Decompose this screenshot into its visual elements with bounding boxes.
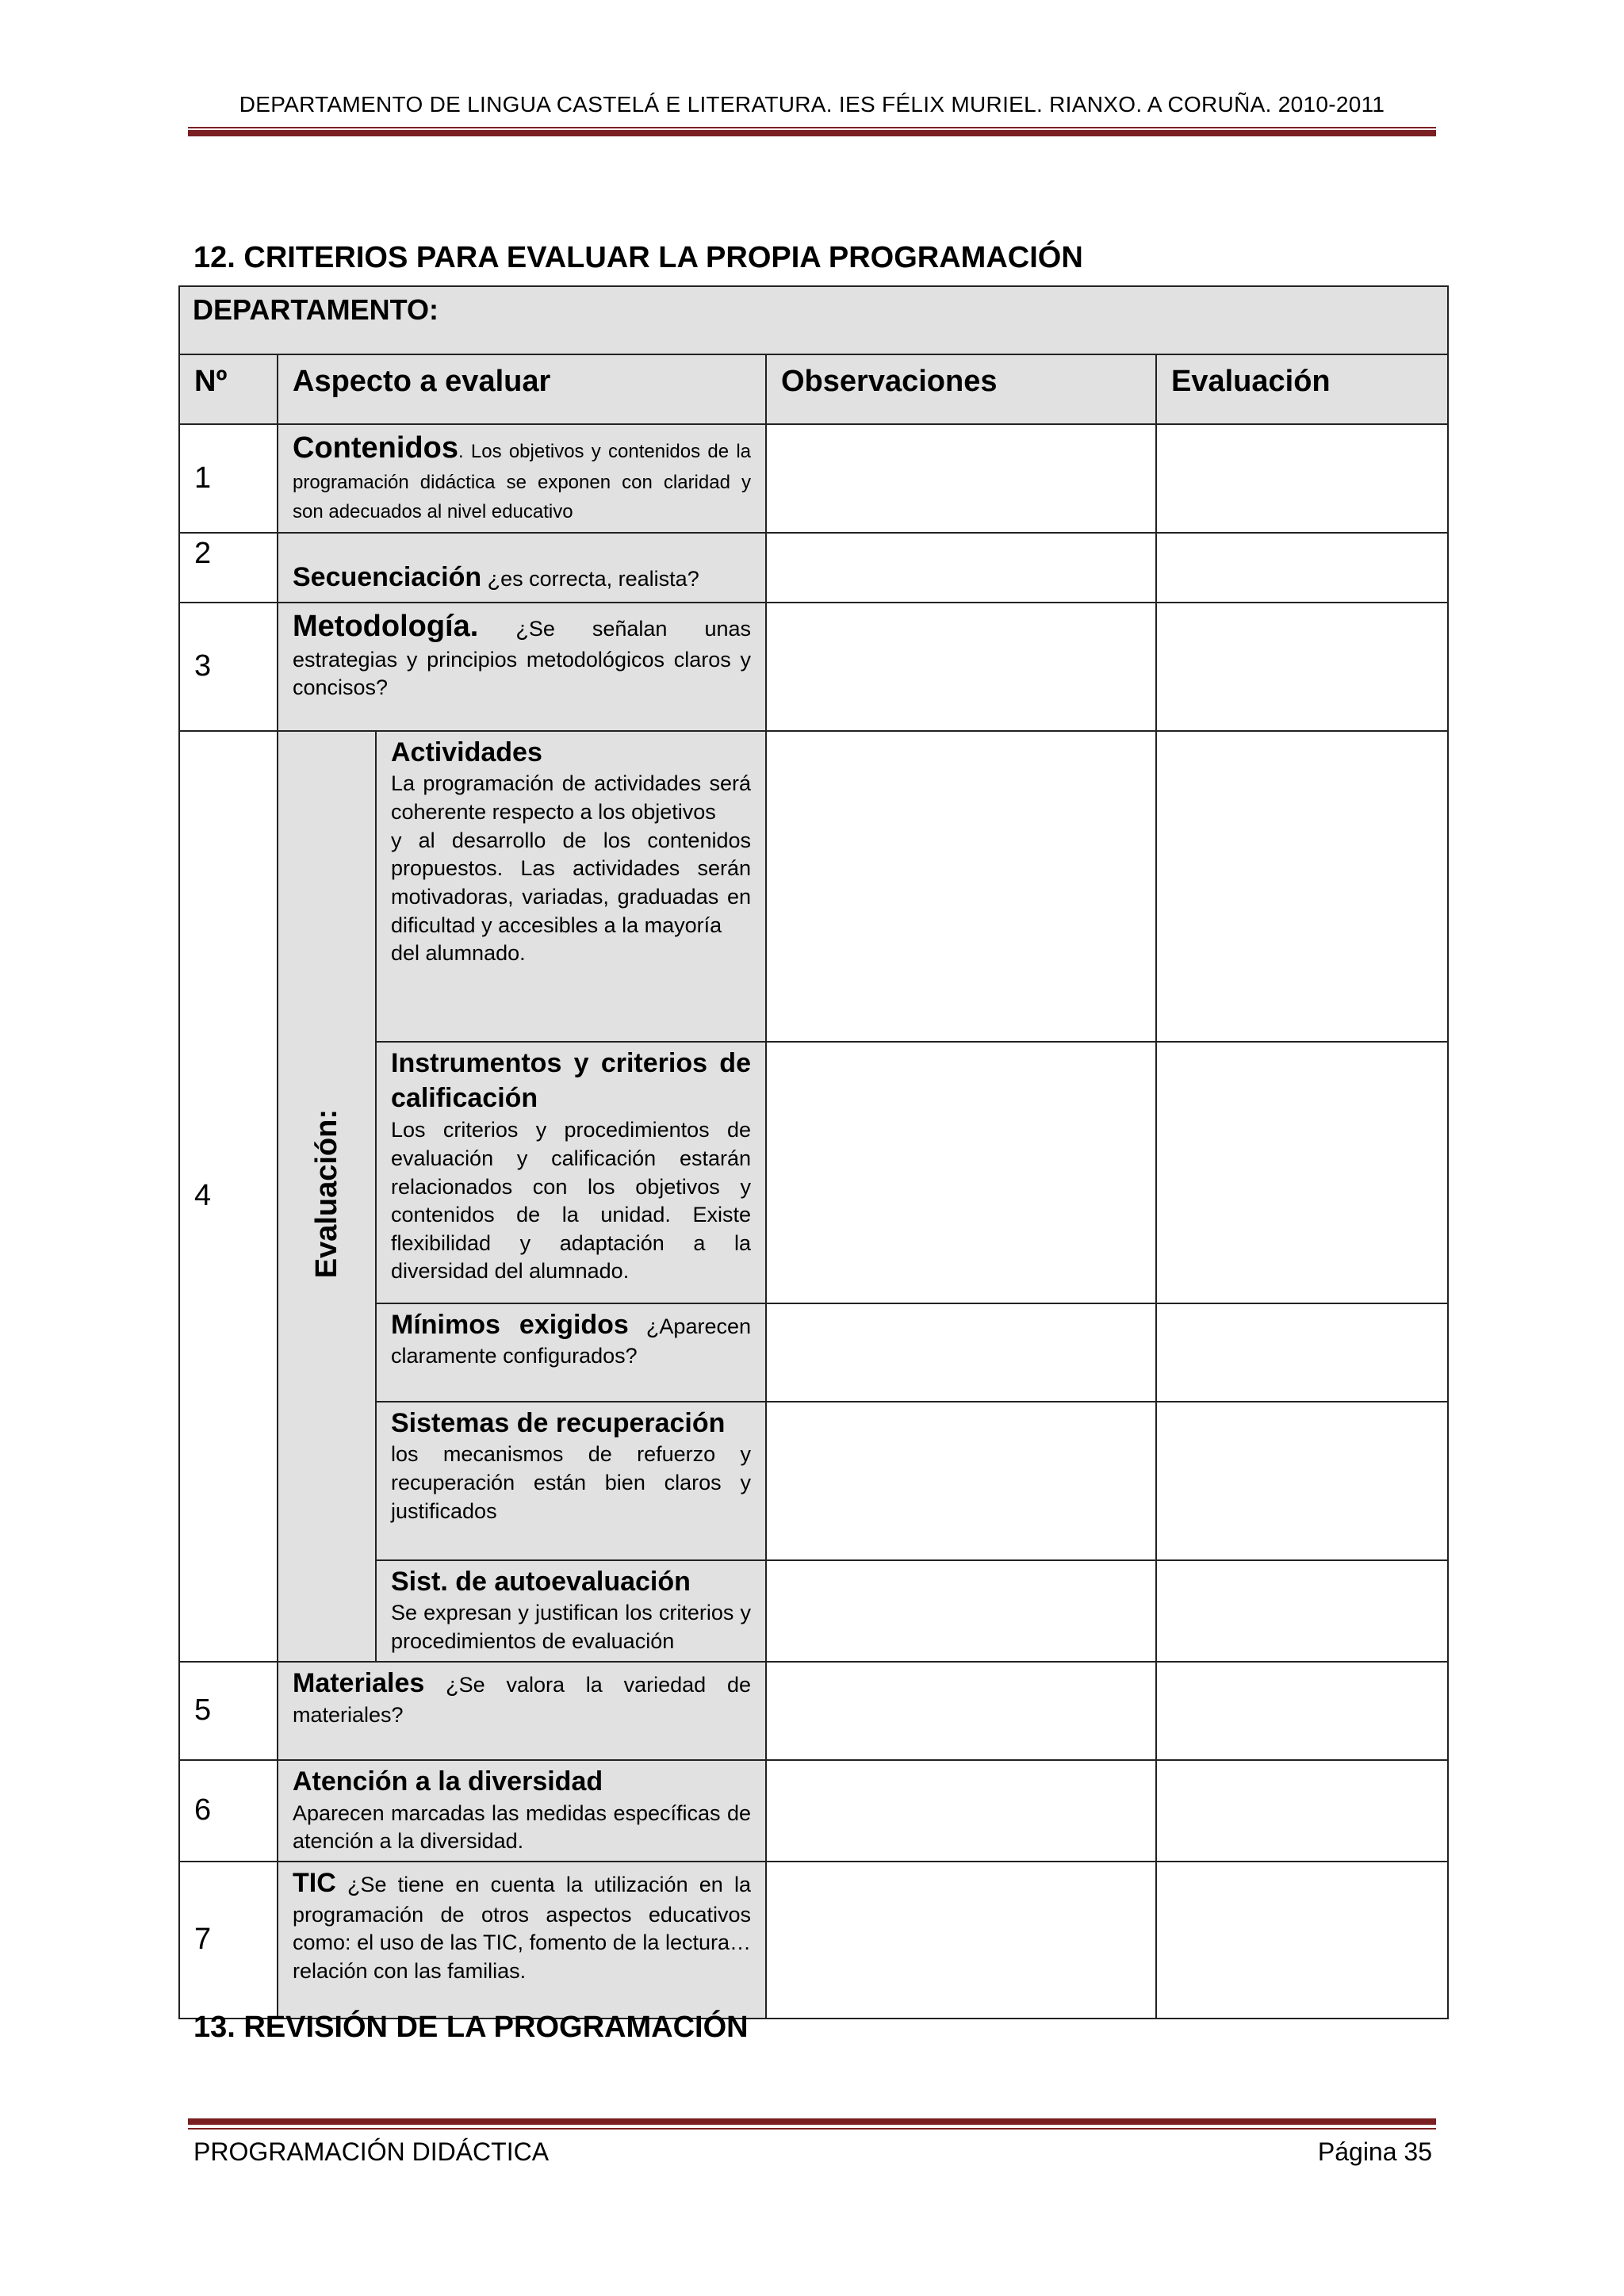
sub-aspect-cell bbox=[376, 731, 766, 1042]
observations-cell[interactable] bbox=[766, 424, 1156, 533]
section-12-title: 12. CRITERIOS PARA EVALUAR LA PROPIA PROGRAMACIÓN bbox=[193, 241, 1083, 274]
aspect-title: Secuenciación bbox=[293, 561, 482, 592]
observations-cell[interactable] bbox=[766, 1402, 1156, 1560]
table-row bbox=[179, 1662, 1448, 1760]
evaluation-cell[interactable] bbox=[1156, 1042, 1448, 1303]
aspect-cell bbox=[278, 603, 766, 731]
observations-cell[interactable] bbox=[766, 1862, 1156, 2019]
observations-cell[interactable] bbox=[766, 603, 1156, 731]
sub-aspect-cell bbox=[376, 1303, 766, 1402]
aspect-title: Mínimos exigidos bbox=[391, 1309, 629, 1340]
evaluation-cell[interactable] bbox=[1156, 1862, 1448, 2019]
aspect-title: TIC bbox=[293, 1867, 336, 1898]
aspect-cell bbox=[278, 533, 766, 603]
row-number: 6 bbox=[179, 1760, 278, 1862]
header-rule-thick bbox=[188, 130, 1436, 136]
sub-aspect-cell bbox=[376, 1042, 766, 1303]
evaluation-cell[interactable] bbox=[1156, 533, 1448, 603]
evaluation-cell[interactable] bbox=[1156, 1760, 1448, 1862]
aspect-description-line: y al desarrollo de los contenidos propuestos. Las actividades serán motivadoras, variadas, graduadas en dificultad y accesibles a la mayoría bbox=[391, 828, 751, 937]
aspect-description-line: La programación de actividades será coherente respecto a los objetivos bbox=[391, 771, 751, 825]
aspect-cell bbox=[278, 1862, 766, 2019]
row-number: 7 bbox=[179, 1862, 278, 2019]
observations-cell[interactable] bbox=[766, 1560, 1156, 1662]
table-row bbox=[179, 1862, 1448, 2019]
table-row bbox=[179, 424, 1448, 533]
observations-cell[interactable] bbox=[766, 731, 1156, 1042]
aspect-cell bbox=[278, 424, 766, 533]
footer-left-text: PROGRAMACIÓN DIDÁCTICA bbox=[193, 2137, 550, 2166]
aspect-title: Instrumentos y criterios de calificación bbox=[391, 1047, 751, 1114]
section-13-title: 13. REVISIÓN DE LA PROGRAMACIÓN bbox=[193, 2011, 749, 2044]
aspect-description: ¿Se señalan unas estrategias y principios metodológicos claros y concisos? bbox=[293, 616, 751, 700]
observations-cell[interactable] bbox=[766, 533, 1156, 603]
aspect-description: ¿Aparecen claramente configurados? bbox=[391, 1314, 751, 1368]
aspect-title: Contenidos bbox=[293, 431, 458, 465]
header-evaluation: Evaluación bbox=[1156, 354, 1448, 424]
evaluation-group-cell bbox=[278, 731, 376, 1662]
department-label: DEPARTAMENTO: bbox=[179, 286, 1448, 354]
footer-rule-thick bbox=[188, 2118, 1436, 2125]
header-rule-thin bbox=[188, 127, 1436, 128]
row-number: 1 bbox=[179, 424, 278, 533]
aspect-cell bbox=[278, 1760, 766, 1862]
aspect-description: Aparecen marcadas las medidas específicas de atención a la diversidad. bbox=[293, 1800, 751, 1854]
aspect-title: Metodología. bbox=[293, 609, 479, 643]
aspect-description: ¿Se valora la variedad de materiales? bbox=[293, 1672, 751, 1727]
header-aspect: Aspecto a evaluar bbox=[278, 354, 766, 424]
evaluation-cell[interactable] bbox=[1156, 424, 1448, 533]
evaluation-group-label: Evaluación: bbox=[309, 1109, 343, 1279]
table-row bbox=[179, 603, 1448, 731]
observations-cell[interactable] bbox=[766, 1042, 1156, 1303]
table-row bbox=[179, 731, 1448, 1042]
sub-aspect-cell bbox=[376, 1560, 766, 1662]
observations-cell[interactable] bbox=[766, 1303, 1156, 1402]
aspect-cell bbox=[278, 1662, 766, 1760]
evaluation-cell[interactable] bbox=[1156, 1303, 1448, 1402]
footer-rule-thin bbox=[188, 2128, 1436, 2130]
page-header: DEPARTAMENTO DE LINGUA CASTELÁ E LITERATURA. IES FÉLIX MURIEL. RIANXO. A CORUÑA. 2010-2011 bbox=[239, 92, 1385, 117]
page-number: Página 35 bbox=[1317, 2137, 1432, 2166]
table-header-row bbox=[179, 354, 1448, 424]
aspect-description: ¿es correcta, realista? bbox=[481, 566, 699, 591]
aspect-title: Actividades bbox=[391, 737, 542, 767]
row-number: 4 bbox=[179, 731, 278, 1662]
header-observations: Observaciones bbox=[766, 354, 1156, 424]
aspect-description-line: del alumnado. bbox=[391, 941, 526, 966]
evaluation-cell[interactable] bbox=[1156, 1402, 1448, 1560]
aspect-description: Se expresan y justifican los criterios y procedimientos de evaluación bbox=[391, 1601, 751, 1654]
table-row bbox=[179, 533, 1448, 603]
evaluation-cell[interactable] bbox=[1156, 731, 1448, 1042]
observations-cell[interactable] bbox=[766, 1662, 1156, 1760]
row-number: 5 bbox=[179, 1662, 278, 1760]
row-number: 2 bbox=[179, 533, 278, 603]
evaluation-cell[interactable] bbox=[1156, 1662, 1448, 1760]
evaluation-cell[interactable] bbox=[1156, 1560, 1448, 1662]
aspect-description: los mecanismos de refuerzo y recuperación están bien claros y justificados bbox=[391, 1442, 751, 1523]
evaluation-cell[interactable] bbox=[1156, 603, 1448, 731]
aspect-title: Sistemas de recuperación bbox=[391, 1407, 726, 1438]
aspect-description: . Los objetivos y contenidos de la programación didáctica se exponen con claridad y son adecuados al nivel educativo bbox=[293, 441, 751, 523]
aspect-title: Atención a la diversidad bbox=[293, 1766, 603, 1797]
observations-cell[interactable] bbox=[766, 1760, 1156, 1862]
header-num: Nº bbox=[179, 354, 278, 424]
aspect-description: ¿Se tiene en cuenta la utilización en la programación de otros aspectos educativos como: el uso de las TIC, fomento de la lectura… relación con las familias. bbox=[293, 1872, 751, 1983]
sub-aspect-cell bbox=[376, 1402, 766, 1560]
evaluation-criteria-table bbox=[178, 285, 1449, 2019]
aspect-title: Sist. de autoevaluación bbox=[391, 1566, 691, 1597]
aspect-description: Los criterios y procedimientos de evaluación y calificación estarán relacionados con los objetivos y contenidos de la unidad. Existe flexibilidad y adaptación a la diversidad del alumnado. bbox=[391, 1118, 751, 1284]
row-number: 3 bbox=[179, 603, 278, 731]
aspect-title: Materiales bbox=[293, 1667, 425, 1698]
table-row bbox=[179, 1760, 1448, 1862]
